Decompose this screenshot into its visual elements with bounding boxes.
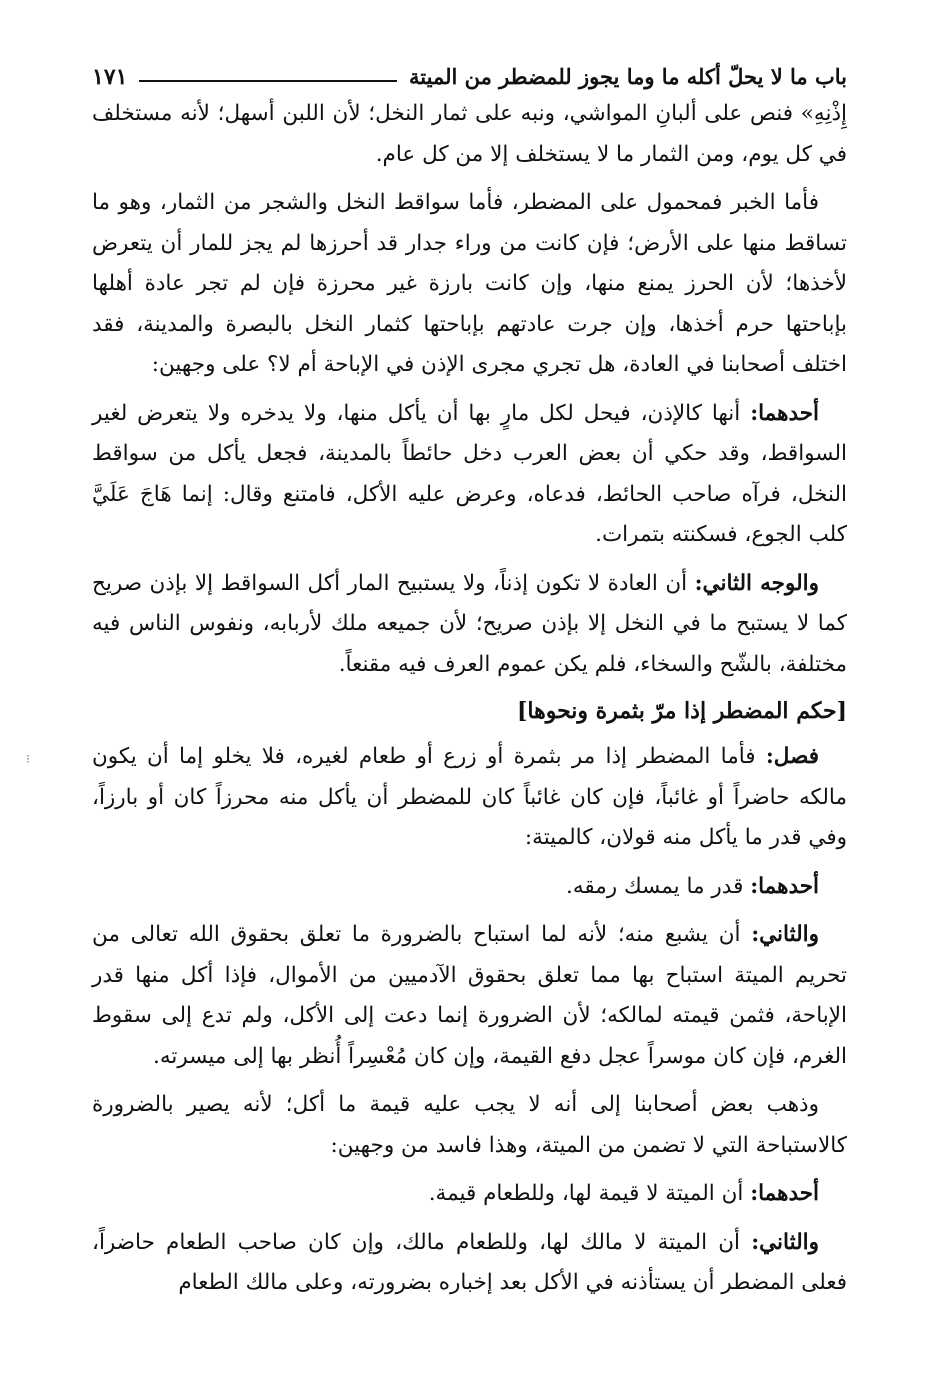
paragraph [92, 94, 847, 175]
paragraph-lead: أحدهما: [750, 400, 819, 426]
section-heading: [حكم المضطر إذا مرّ بثمرة ونحوها] [516, 698, 847, 724]
paragraph [92, 394, 847, 556]
paragraph-text: إِذْنِهِ» فنص على ألبانِ المواشي، ونبه على ثمار النخل؛ لأن اللبن أسهل؛ لأنه مستخلف في كل يوم، ومن الثمار ما لا يستخلف إلا من كل عام. [92, 101, 847, 167]
paragraph-text: أن العادة لا تكون إذناً، ولا يستبيح المار أكل السواقط إلا بإذن صريح كما لا يستبح ما في النخل إلا بإذن صريح؛ لأن جميعه ملك لأربابه، ونفوس الناس فيه مختلفة، بالشّح والسخاء، فلم يكن عموم العرف فيه مقنعاً. [92, 570, 847, 677]
page-number: ١٧١ [92, 64, 128, 90]
paragraph [92, 915, 847, 1077]
header-rule [139, 80, 397, 82]
paragraph-text: أنها كالإذن، فيحل لكل مارٍ بها أن يأكل منها، ولا يدخره ولا يتعرض لغير السواقط، وقد حكي أن بعض العرب دخل حائطاً بالمدينة، فجعل يأكل من سواقط النخل، فرآه صاحب الحائط، فدعاه، وعرض عليه الأكل، فامتنع وقال: إنما هَاجَ عَلَيَّ كلب الجوع، فسكنته بتمرات. [92, 400, 847, 547]
paragraph-text: فأما المضطر إذا مر بثمرة أو زرع أو طعام لغيره، فلا يخلو إما أن يكون مالكه حاضراً أو غائباً، فإن كان غائباً كان للمضطر أن يأكل منه محرزاً كان أو بارزاً، وفي قدر ما يأكل منه قولان، كالميتة: [92, 744, 847, 850]
paragraph-text: فأما الخبر فمحمول على المضطر، فأما سواقط النخل والشجر من الثمار، وهو ما تساقط منها على الأرض؛ فإن كانت من وراء جدار قد أحرزها لم يجز للمار أن يتعرض لأخذها؛ لأن الحرز يمنع منها، وإن كانت بارزة غير محرزة فإن لم تجر عادة أهلها بإباحتها حرم أخذها، وإن جرت عادتهم بإباحتها كثمار النخل بالبصرة والمدينة، فقد اختلف أصحابنا في العادة، هل تجري مجرى الإذن في الإباحة أم لا؟ على وجهين: [92, 190, 847, 377]
paragraph-lead: فصل: [765, 744, 819, 769]
scan-speck: ⁝ [26, 752, 30, 766]
paragraph [92, 1085, 847, 1166]
paragraph [92, 867, 847, 908]
paragraph-lead: والثاني: [751, 922, 819, 947]
paragraph [92, 1223, 847, 1304]
running-header [92, 62, 847, 92]
paragraph [92, 1174, 847, 1215]
paragraph-text: قدر ما يمسك رمقه. [565, 873, 751, 899]
paragraph [92, 737, 847, 859]
header-title: باب ما لا يحلّ أكله ما وما يجوز للمضطر من الميتة [409, 64, 847, 89]
paragraph-text: أن الميتة لا مالك لها، وللطعام مالك، وإن كان صاحب الطعام حاضراً، فعلى المضطر أن يستأذنه في الأكل بعد إخباره بضرورته، وعلى مالك الطعام [92, 1229, 847, 1295]
paragraph-text: وذهب بعض أصحابنا إلى أنه لا يجب عليه قيمة ما أكل؛ لأنه يصير بالضرورة كالاستباحة التي لا تضمن من الميتة، وهذا فاسد من وجهين: [92, 1092, 847, 1158]
page-body [92, 94, 847, 1304]
paragraph [92, 183, 847, 386]
paragraph-lead: والثاني: [751, 1229, 819, 1255]
paragraph-lead: والوجه الثاني: [694, 570, 819, 596]
paragraph-lead: أحدهما: [750, 1181, 819, 1206]
paragraph [92, 564, 847, 686]
paragraph-text: أن يشبع منه؛ لأنه لما استباح بالضرورة ما تعلق بحقوق الله تعالى من تحريم الميتة استباح بها مما تعلق بحقوق الآدميين من الأموال، فإذا أكل منها قدر الإباحة، فثمن قيمته لمالكه؛ لأن الضرورة إنما دعت إلى الأكل، ولم تدع إلى سقوط الغرم، فإن كان موسراً عجل دفع القيمة، وإن كان مُعْسِراً أُنظر بها إلى ميسرته. [92, 922, 847, 1069]
paragraph-text: أن الميتة لا قيمة لها، وللطعام قيمة. [428, 1181, 751, 1206]
paragraph-lead: أحدهما: [750, 873, 819, 899]
